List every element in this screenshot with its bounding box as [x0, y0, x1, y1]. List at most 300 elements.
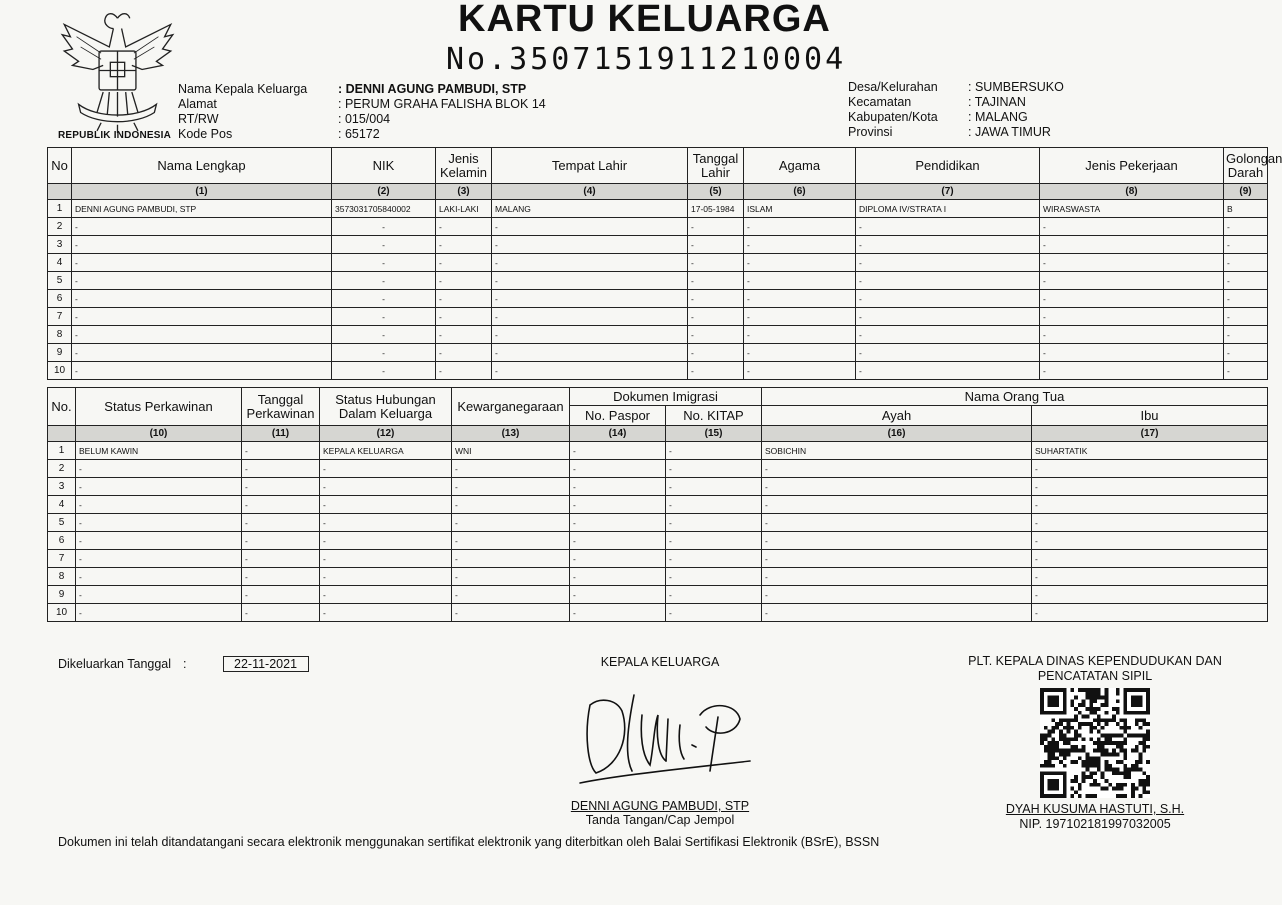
cell-tgl: - — [688, 308, 744, 326]
cell-kitap: - — [666, 550, 762, 568]
qr-code-icon — [1040, 688, 1150, 798]
official-title-line2: PENCATATAN SIPIL — [1037, 669, 1153, 683]
col-header-status-hubungan: Status Hubungan Dalam Keluarga — [320, 388, 452, 426]
cell-tgl: - — [688, 290, 744, 308]
col-header-no: No. — [48, 388, 76, 426]
cell-tgl: - — [688, 254, 744, 272]
info-value: : PERUM GRAHA FALISHA BLOK 14 — [338, 97, 546, 112]
cell-nama: - — [72, 326, 332, 344]
info-row — [848, 80, 1064, 95]
info-label: Nama Kepala Keluarga — [178, 82, 308, 96]
cell-paspor: - — [570, 586, 666, 604]
column-number-row — [48, 426, 1268, 442]
cell-nik: - — [332, 272, 436, 290]
cell-tgl: - — [688, 362, 744, 380]
info-row — [178, 97, 546, 112]
cell-nama: - — [72, 254, 332, 272]
cell-nama: DENNI AGUNG PAMBUDI, STP — [72, 200, 332, 218]
cell-no: 10 — [48, 604, 76, 622]
table-row — [48, 568, 1268, 586]
cell-jk: LAKI-LAKI — [436, 200, 492, 218]
cell-hubungan: - — [320, 478, 452, 496]
info-row — [848, 125, 1064, 140]
colnum-cell — [48, 184, 72, 200]
table-row — [48, 290, 1268, 308]
cell-tglkawin: - — [242, 460, 320, 478]
cell-tempat: - — [492, 272, 688, 290]
table-row — [48, 236, 1268, 254]
cell-jk: - — [436, 326, 492, 344]
table-row — [48, 200, 1268, 218]
cell-pekerjaan: - — [1040, 272, 1224, 290]
cell-status: - — [76, 460, 242, 478]
table-row — [48, 604, 1268, 622]
cell-kitap: - — [666, 532, 762, 550]
cell-tempat: - — [492, 362, 688, 380]
cell-gol: - — [1224, 326, 1268, 344]
cell-tglkawin: - — [242, 478, 320, 496]
info-row — [178, 127, 546, 142]
cell-ayah: - — [762, 550, 1032, 568]
cell-gol: - — [1224, 272, 1268, 290]
col-header-tempat-lahir: Tempat Lahir — [492, 148, 688, 184]
cell-paspor: - — [570, 532, 666, 550]
colnum-cell: (17) — [1032, 426, 1268, 442]
cell-no: 7 — [48, 308, 72, 326]
cell-gol: - — [1224, 362, 1268, 380]
cell-status: - — [76, 532, 242, 550]
cell-tempat: - — [492, 344, 688, 362]
table-row — [48, 326, 1268, 344]
cell-nik: - — [332, 344, 436, 362]
header-info-right — [848, 80, 1064, 140]
cell-hubungan: KEPALA KELUARGA — [320, 442, 452, 460]
cell-tgl: - — [688, 326, 744, 344]
cell-ayah: - — [762, 568, 1032, 586]
issued-date-block — [58, 656, 309, 672]
cell-tgl: - — [688, 272, 744, 290]
handwritten-signature-icon — [550, 675, 770, 795]
cell-tgl: - — [688, 236, 744, 254]
cell-ayah: - — [762, 532, 1032, 550]
signature-title: KEPALA KELUARGA — [600, 655, 720, 669]
cell-paspor: - — [570, 604, 666, 622]
issued-colon: : — [183, 657, 187, 671]
document-title: KARTU KELUARGA — [458, 0, 831, 40]
colnum-cell: (1) — [72, 184, 332, 200]
cell-hubungan: - — [320, 604, 452, 622]
info-row — [178, 82, 546, 97]
cell-ibu: - — [1032, 514, 1268, 532]
cell-no: 3 — [48, 478, 76, 496]
cell-agama: - — [744, 254, 856, 272]
cell-status: - — [76, 586, 242, 604]
colnum-cell: (9) — [1224, 184, 1268, 200]
head-of-family-signature-block — [560, 655, 760, 827]
cell-tglkawin: - — [242, 496, 320, 514]
cell-pendidikan: - — [856, 290, 1040, 308]
cell-nik: - — [332, 308, 436, 326]
info-value: : SUMBERSUKO — [968, 80, 1064, 95]
col-header-dokumen-imigrasi: Dokumen Imigrasi — [570, 388, 762, 406]
cell-tgl: - — [688, 344, 744, 362]
cell-nama: - — [72, 362, 332, 380]
col-header-ibu: Ibu — [1032, 406, 1268, 426]
table-row — [48, 254, 1268, 272]
cell-ayah: - — [762, 478, 1032, 496]
cell-hubungan: - — [320, 568, 452, 586]
cell-tgl: 17-05-1984 — [688, 200, 744, 218]
cell-ibu: - — [1032, 496, 1268, 514]
cell-tempat: - — [492, 308, 688, 326]
cell-gol: - — [1224, 254, 1268, 272]
cell-no: 4 — [48, 496, 76, 514]
official-nip: NIP. 197102181997032005 — [1019, 817, 1171, 831]
colnum-cell: (12) — [320, 426, 452, 442]
cell-warga: - — [452, 532, 570, 550]
cell-agama: - — [744, 308, 856, 326]
cell-pekerjaan: - — [1040, 236, 1224, 254]
cell-warga: - — [452, 604, 570, 622]
colnum-cell: (14) — [570, 426, 666, 442]
cell-jk: - — [436, 362, 492, 380]
info-value: : JAWA TIMUR — [968, 125, 1051, 140]
colnum-cell: (10) — [76, 426, 242, 442]
info-label: Kecamatan — [848, 95, 912, 109]
cell-nama: - — [72, 236, 332, 254]
cell-nik: - — [332, 254, 436, 272]
cell-pendidikan: - — [856, 254, 1040, 272]
cell-hubungan: - — [320, 514, 452, 532]
colnum-cell: (16) — [762, 426, 1032, 442]
cell-gol: - — [1224, 218, 1268, 236]
cell-gol: - — [1224, 344, 1268, 362]
cell-nama: - — [72, 344, 332, 362]
cell-pekerjaan: WIRASWASTA — [1040, 200, 1224, 218]
table-row — [48, 550, 1268, 568]
colnum-cell: (6) — [744, 184, 856, 200]
cell-nama: - — [72, 272, 332, 290]
cell-pendidikan: - — [856, 344, 1040, 362]
official-name: DYAH KUSUMA HASTUTI, S.H. — [1005, 802, 1185, 816]
cell-no: 7 — [48, 550, 76, 568]
info-label: RT/RW — [178, 112, 219, 126]
cell-paspor: - — [570, 460, 666, 478]
col-header-pekerjaan: Jenis Pekerjaan — [1040, 148, 1224, 184]
table-row — [48, 308, 1268, 326]
info-label: Desa/Kelurahan — [848, 80, 938, 94]
cell-nik: - — [332, 362, 436, 380]
cell-hubungan: - — [320, 586, 452, 604]
cell-ibu: - — [1032, 460, 1268, 478]
cell-ibu: SUHARTATIK — [1032, 442, 1268, 460]
cell-ayah: - — [762, 586, 1032, 604]
cell-pendidikan: DIPLOMA IV/STRATA I — [856, 200, 1040, 218]
cell-gol: - — [1224, 236, 1268, 254]
info-row — [848, 95, 1064, 110]
cell-warga: - — [452, 514, 570, 532]
table-row — [48, 218, 1268, 236]
cell-status: - — [76, 550, 242, 568]
cell-nama: - — [72, 308, 332, 326]
col-header-status-perkawinan: Status Perkawinan — [76, 388, 242, 426]
table-row — [48, 532, 1268, 550]
info-label: Provinsi — [848, 125, 893, 139]
colnum-cell — [48, 426, 76, 442]
cell-ibu: - — [1032, 532, 1268, 550]
cell-pendidikan: - — [856, 236, 1040, 254]
cell-warga: - — [452, 586, 570, 604]
cell-pekerjaan: - — [1040, 290, 1224, 308]
cell-tglkawin: - — [242, 604, 320, 622]
cell-nama: - — [72, 218, 332, 236]
info-value: : 015/004 — [338, 112, 390, 127]
cell-no: 9 — [48, 586, 76, 604]
col-header-pendidikan: Pendidikan — [856, 148, 1040, 184]
cell-warga: - — [452, 568, 570, 586]
cell-tglkawin: - — [242, 586, 320, 604]
cell-warga: - — [452, 496, 570, 514]
colnum-cell: (7) — [856, 184, 1040, 200]
table-row — [48, 496, 1268, 514]
cell-ibu: - — [1032, 478, 1268, 496]
cell-kitap: - — [666, 442, 762, 460]
cell-kitap: - — [666, 496, 762, 514]
cell-jk: - — [436, 218, 492, 236]
cell-gol: - — [1224, 308, 1268, 326]
signer-name: DENNI AGUNG PAMBUDI, STP — [570, 799, 750, 813]
issued-date: 22-11-2021 — [223, 656, 309, 672]
col-header-tanggal-perkawinan: Tanggal Perkawinan — [242, 388, 320, 426]
cell-jk: - — [436, 308, 492, 326]
info-label: Alamat — [178, 97, 217, 111]
cell-status: - — [76, 568, 242, 586]
kk-number: No.3507151911210004 — [446, 42, 847, 77]
cell-ayah: - — [762, 496, 1032, 514]
table-row — [48, 586, 1268, 604]
cell-hubungan: - — [320, 532, 452, 550]
cell-pekerjaan: - — [1040, 254, 1224, 272]
colnum-cell: (5) — [688, 184, 744, 200]
colnum-cell: (11) — [242, 426, 320, 442]
cell-no: 1 — [48, 442, 76, 460]
signature-caption: Tanda Tangan/Cap Jempol — [585, 813, 735, 827]
cell-tempat: - — [492, 236, 688, 254]
info-row — [848, 110, 1064, 125]
col-header-agama: Agama — [744, 148, 856, 184]
colnum-cell: (13) — [452, 426, 570, 442]
cell-jk: - — [436, 236, 492, 254]
info-value: : 65172 — [338, 127, 380, 142]
cell-hubungan: - — [320, 550, 452, 568]
colnum-cell: (8) — [1040, 184, 1224, 200]
table-row — [48, 362, 1268, 380]
cell-tglkawin: - — [242, 568, 320, 586]
cell-pekerjaan: - — [1040, 218, 1224, 236]
cell-tglkawin: - — [242, 550, 320, 568]
cell-agama: - — [744, 290, 856, 308]
cell-nik: - — [332, 218, 436, 236]
table-row — [48, 442, 1268, 460]
family-status-table — [47, 387, 1268, 622]
cell-no: 5 — [48, 514, 76, 532]
cell-kitap: - — [666, 604, 762, 622]
cell-jk: - — [436, 254, 492, 272]
cell-kitap: - — [666, 478, 762, 496]
cell-agama: - — [744, 362, 856, 380]
cell-jk: - — [436, 272, 492, 290]
issued-label: Dikeluarkan Tanggal — [58, 657, 172, 671]
cell-ibu: - — [1032, 568, 1268, 586]
cell-kitap: - — [666, 586, 762, 604]
family-members-table — [47, 147, 1282, 380]
cell-paspor: - — [570, 514, 666, 532]
cell-tempat: MALANG — [492, 200, 688, 218]
cell-ayah: - — [762, 604, 1032, 622]
header-info-left — [178, 82, 546, 142]
info-value: : TAJINAN — [968, 95, 1026, 110]
cell-no: 8 — [48, 326, 72, 344]
col-header-nik: NIK — [332, 148, 436, 184]
cell-agama: - — [744, 272, 856, 290]
cell-tgl: - — [688, 218, 744, 236]
cell-pekerjaan: - — [1040, 344, 1224, 362]
cell-agama: - — [744, 236, 856, 254]
colnum-cell: (15) — [666, 426, 762, 442]
cell-pendidikan: - — [856, 326, 1040, 344]
col-header-ayah: Ayah — [762, 406, 1032, 426]
cell-ayah: SOBICHIN — [762, 442, 1032, 460]
cell-agama: ISLAM — [744, 200, 856, 218]
cell-no: 2 — [48, 460, 76, 478]
electronic-signature-note: Dokumen ini telah ditandatangani secara elektronik menggunakan sertifikat elektronik yang diterbitkan oleh Balai Sertifikasi Elektronik (BSrE), BSSN — [58, 835, 880, 849]
cell-warga: - — [452, 550, 570, 568]
cell-jk: - — [436, 290, 492, 308]
cell-pendidikan: - — [856, 362, 1040, 380]
cell-pekerjaan: - — [1040, 362, 1224, 380]
cell-pekerjaan: - — [1040, 326, 1224, 344]
cell-status: - — [76, 478, 242, 496]
cell-kitap: - — [666, 568, 762, 586]
cell-no: 2 — [48, 218, 72, 236]
colnum-cell: (3) — [436, 184, 492, 200]
col-header-no: No — [48, 148, 72, 184]
cell-ayah: - — [762, 460, 1032, 478]
cell-tglkawin: - — [242, 442, 320, 460]
table-row — [48, 344, 1268, 362]
cell-no: 9 — [48, 344, 72, 362]
cell-status: BELUM KAWIN — [76, 442, 242, 460]
col-header-paspor: No. Paspor — [570, 406, 666, 426]
cell-kitap: - — [666, 460, 762, 478]
cell-warga: - — [452, 460, 570, 478]
cell-no: 8 — [48, 568, 76, 586]
cell-no: 3 — [48, 236, 72, 254]
official-signature-block — [950, 654, 1240, 832]
cell-pekerjaan: - — [1040, 308, 1224, 326]
cell-tempat: - — [492, 254, 688, 272]
cell-kitap: - — [666, 514, 762, 532]
cell-warga: WNI — [452, 442, 570, 460]
col-header-nama-orang-tua: Nama Orang Tua — [762, 388, 1268, 406]
cell-paspor: - — [570, 442, 666, 460]
cell-hubungan: - — [320, 496, 452, 514]
table-header-row — [48, 388, 1268, 406]
col-header-kewarganegaraan: Kewarganegaraan — [452, 388, 570, 426]
table-row — [48, 514, 1268, 532]
cell-paspor: - — [570, 478, 666, 496]
official-title-line1: PLT. KEPALA DINAS KEPENDUDUKAN DAN — [968, 654, 1222, 668]
col-header-tanggal-lahir: Tanggal Lahir — [688, 148, 744, 184]
cell-ibu: - — [1032, 586, 1268, 604]
cell-ibu: - — [1032, 550, 1268, 568]
cell-nik: - — [332, 326, 436, 344]
cell-no: 5 — [48, 272, 72, 290]
column-number-row — [48, 184, 1268, 200]
cell-nik: - — [332, 290, 436, 308]
info-label: Kabupaten/Kota — [848, 110, 938, 124]
colnum-cell: (4) — [492, 184, 688, 200]
cell-ayah: - — [762, 514, 1032, 532]
republik-indonesia-label: REPUBLIK INDONESIA — [58, 130, 172, 141]
garuda-emblem-icon — [55, 6, 180, 134]
cell-paspor: - — [570, 550, 666, 568]
cell-no: 6 — [48, 532, 76, 550]
cell-paspor: - — [570, 568, 666, 586]
cell-tempat: - — [492, 218, 688, 236]
cell-agama: - — [744, 344, 856, 362]
table-row — [48, 478, 1268, 496]
cell-hubungan: - — [320, 460, 452, 478]
cell-agama: - — [744, 218, 856, 236]
cell-nik: 3573031705840002 — [332, 200, 436, 218]
cell-agama: - — [744, 326, 856, 344]
cell-warga: - — [452, 478, 570, 496]
cell-gol: B — [1224, 200, 1268, 218]
cell-status: - — [76, 604, 242, 622]
table-header-row — [48, 148, 1268, 184]
cell-no: 10 — [48, 362, 72, 380]
cell-tempat: - — [492, 326, 688, 344]
col-header-nama: Nama Lengkap — [72, 148, 332, 184]
cell-gol: - — [1224, 290, 1268, 308]
table-row — [48, 272, 1268, 290]
cell-no: 4 — [48, 254, 72, 272]
cell-paspor: - — [570, 496, 666, 514]
col-header-jenis-kelamin: Jenis Kelamin — [436, 148, 492, 184]
cell-tglkawin: - — [242, 514, 320, 532]
info-row — [178, 112, 546, 127]
colnum-cell: (2) — [332, 184, 436, 200]
cell-status: - — [76, 514, 242, 532]
cell-tglkawin: - — [242, 532, 320, 550]
info-value: : DENNI AGUNG PAMBUDI, STP — [338, 82, 526, 97]
cell-ibu: - — [1032, 604, 1268, 622]
info-label: Kode Pos — [178, 127, 233, 141]
cell-no: 1 — [48, 200, 72, 218]
cell-nik: - — [332, 236, 436, 254]
table-row — [48, 460, 1268, 478]
cell-pendidikan: - — [856, 218, 1040, 236]
cell-tempat: - — [492, 290, 688, 308]
cell-status: - — [76, 496, 242, 514]
cell-pendidikan: - — [856, 308, 1040, 326]
cell-no: 6 — [48, 290, 72, 308]
cell-pendidikan: - — [856, 272, 1040, 290]
col-header-kitap: No. KITAP — [666, 406, 762, 426]
col-header-golongan-darah: Golongan Darah — [1224, 148, 1268, 184]
info-value: : MALANG — [968, 110, 1028, 125]
